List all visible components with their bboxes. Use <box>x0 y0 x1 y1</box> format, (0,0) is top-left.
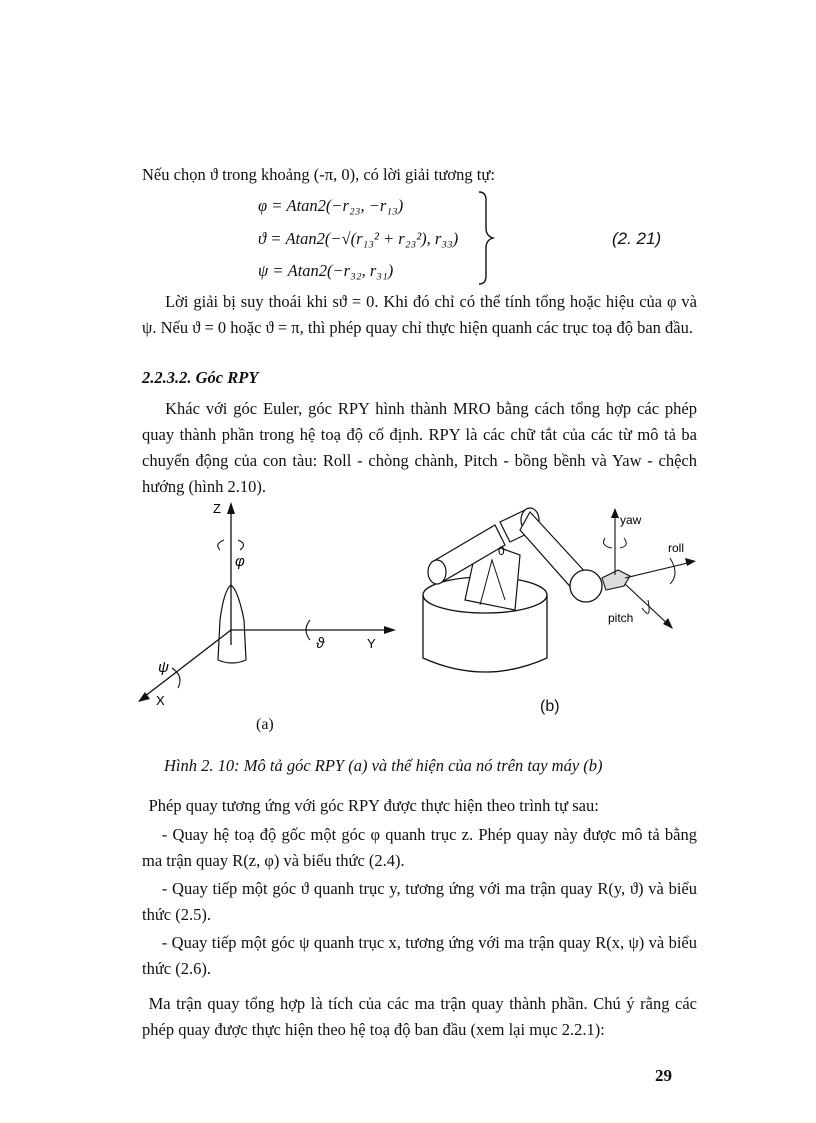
x-axis-label: X <box>156 693 165 708</box>
step-3: - Quay tiếp một góc ψ quanh trục x, tương ứng với ma trận quay R(x, ψ) và biểu thức (2.6). <box>142 933 697 978</box>
paragraph-rpy-intro: Khác với góc Euler, góc RPY hình thành MRO bằng cách tổng hợp các phép quay thành phần trong hệ toạ độ cố định. RPY là các chữ tắt của các từ mô tả ba chuyển động của con tàu: Roll - chòng chành, Pitch - bồng bềnh và Yaw - chệch hướng (hình 2.10). <box>142 399 697 496</box>
equation-number: (2. 21) <box>612 229 662 248</box>
equation-brace <box>476 190 496 286</box>
boat-shape <box>218 585 246 663</box>
figure-rpy <box>120 500 720 750</box>
figure-label-b: (b) <box>540 698 560 715</box>
roll-label: roll <box>668 541 685 555</box>
figure-a-frame <box>138 501 396 708</box>
equation-theta: ϑ = Atan2(−√(r₁₃² + r₂₃²), r₃₃) <box>258 229 459 248</box>
step-1: - Quay hệ toạ độ gốc một góc φ quanh trục z. Phép quay này được mô tả bằng ma trận quay R(z, φ) và biểu thức (2.4). <box>142 825 697 870</box>
page-number: 29 <box>655 1066 672 1085</box>
yaw-arrow <box>611 508 619 518</box>
roll-axis <box>625 562 692 578</box>
y-axis-label: Y <box>367 636 376 651</box>
equation-phi: φ = Atan2(−r₂₃, −r₁₃) <box>258 196 404 215</box>
section-heading: 2.2.3.2. Góc RPY <box>142 368 259 387</box>
robot-wrist-ball <box>570 570 602 602</box>
paragraph-combined-matrix: Ma trận quay tổng hợp là tích của các ma trận quay thành phần. Chú ý rằng các phép quay được thực hiện theo hệ toạ độ ban đầu (xem lại mục 2.2.1): <box>142 994 697 1039</box>
yaw-label: yaw <box>620 513 642 527</box>
roll-arrow <box>685 558 696 566</box>
paragraph-degeneracy: Lời giải bị suy thoái khi sϑ = 0. Khi đó chỉ có thể tính tổng hoặc hiệu của φ và ψ. Nếu ϑ = 0 hoặc ϑ = π, thì phép quay chỉ thực hiện quanh các trục toạ độ ban đầu. <box>142 292 697 337</box>
figure-caption: Hình 2. 10: Mô tả góc RPY (a) và thể hiện của nó trên tay máy (b) <box>164 756 603 775</box>
z-arrow <box>227 502 235 514</box>
step-2: - Quay tiếp một góc ϑ quanh trục y, tương ứng với ma trận quay R(y, ϑ) và biểu thức (2.5). <box>142 879 697 924</box>
theta-label: ϑ <box>316 635 325 652</box>
pitch-arrow <box>663 618 673 629</box>
robot-origin-label: 0 <box>498 544 505 558</box>
equation-psi: ψ = Atan2(−r₃₂, r₃₁) <box>258 261 394 280</box>
figure-label-a: (a) <box>256 716 274 733</box>
psi-label: ψ <box>158 659 169 676</box>
figure-b-robot <box>423 508 696 672</box>
phi-label: φ <box>235 553 245 570</box>
y-arrow <box>384 626 396 634</box>
robot-shoulder-joint <box>428 560 446 584</box>
intro-line: Nếu chọn ϑ trong khoảng (-π, 0), có lời giải tương tự: <box>142 165 495 184</box>
psi-rotation-arc <box>172 668 180 688</box>
x-axis <box>140 630 231 700</box>
pitch-label: pitch <box>608 611 634 625</box>
robot-gripper <box>602 570 630 590</box>
z-axis-label: Z <box>213 501 221 516</box>
roll-rotation-arc <box>670 558 675 584</box>
pitch-rotation-arc <box>642 600 649 613</box>
paragraph-rpy-sequence: Phép quay tương ứng với góc RPY được thực hiện theo trình tự sau: <box>148 796 599 815</box>
